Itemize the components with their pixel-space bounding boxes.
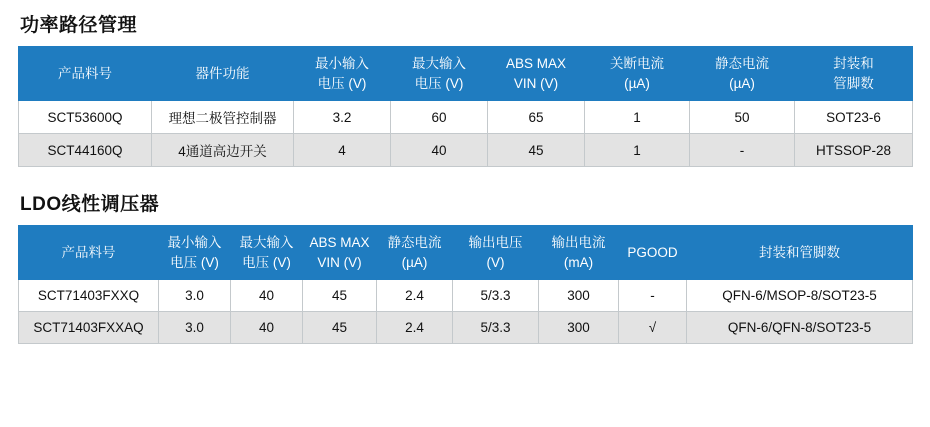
cell-quiescent-current: 2.4 [377,280,453,312]
column-header-output-voltage [453,226,539,280]
column-header-shutdown-current [585,47,690,101]
header-line: 封装和 [833,56,874,71]
cell-output-voltage: 5/3.3 [453,312,539,344]
column-header-package-pins [795,47,913,101]
header-line: 电压 (V) [414,75,464,91]
header-line: 产品料号 [58,65,112,81]
cell-output-current: 300 [539,280,619,312]
column-header-min-input-voltage [159,226,231,280]
cell-quiescent-current: - [690,134,795,167]
column-header-quiescent-current [377,226,453,280]
header-line: (µA) [401,254,428,270]
column-header-max-input-voltage [391,47,488,101]
header-line: 输出电流 [551,235,606,251]
column-header-pgood [619,226,687,280]
cell-max-input-voltage: 40 [231,280,303,312]
cell-abs-max-vin: 45 [303,280,377,312]
cell-pgood: √ [619,312,687,344]
column-header-abs-max-vin [488,47,585,101]
header-line: 最大输入 [412,56,466,71]
header-line: 静态电流 [387,235,442,251]
cell-abs-max-vin: 65 [488,101,585,134]
power-path-management-table [18,46,913,167]
table-row [19,312,913,344]
cell-part-number: SCT71403FXXQ [19,280,159,312]
header-line: 最小输入 [167,235,222,251]
page-title-power: 功率路径管理 [20,15,138,36]
cell-package-pins: QFN-6/MSOP-8/SOT23-5 [687,280,913,312]
header-line: (µA) [624,75,650,91]
cell-quiescent-current: 50 [690,101,795,134]
table-body [19,101,913,167]
cell-package-pins: SOT23-6 [795,101,913,134]
column-header-package-pins [687,226,913,280]
cell-shutdown-current: 1 [585,134,690,167]
header-line: 电压 (V) [170,254,219,270]
cell-max-input-voltage: 60 [391,101,488,134]
cell-pgood: - [619,280,687,312]
cell-package-pins: QFN-6/QFN-8/SOT23-5 [687,312,913,344]
column-header-abs-max-vin [303,226,377,280]
cell-function: 理想二极管控制器 [152,101,294,134]
header-line: (V) [486,254,505,270]
header-line: 最大输入 [239,235,294,251]
header-line: ABS MAX [505,56,567,71]
cell-abs-max-vin: 45 [303,312,377,344]
cell-min-input-voltage: 3.2 [294,101,391,134]
table-row [19,101,913,134]
header-line: 器件功能 [195,65,250,81]
cell-part-number: SCT53600Q [19,101,152,134]
table-body [19,280,913,344]
header-line: 最小输入 [315,56,369,71]
table-row [19,280,913,312]
page-title-ldo: LDO线性调压器 [20,194,160,216]
header-line: 静态电流 [715,56,769,71]
cell-part-number: SCT71403FXXAQ [19,312,159,344]
cell-part-number: SCT44160Q [19,134,152,167]
cell-abs-max-vin: 45 [488,134,585,167]
column-header-part-number [19,226,159,280]
cell-min-input-voltage: 3.0 [159,280,231,312]
header-line: 关断电流 [610,56,664,71]
table-row [19,134,913,167]
cell-package-pins: HTSSOP-28 [795,134,913,167]
header-line: 电压 (V) [317,75,367,91]
header-line: (mA) [563,254,594,270]
table-header [19,47,913,101]
cell-shutdown-current: 1 [585,101,690,134]
cell-function: 4通道高边开关 [152,134,294,167]
header-line: 产品料号 [61,244,116,260]
cell-output-current: 300 [539,312,619,344]
header-line: 封装和管脚数 [759,244,840,260]
column-header-min-input-voltage [294,47,391,101]
column-header-part-number [19,47,152,101]
header-line: PGOOD [627,244,678,260]
table-header-row [19,47,913,101]
column-header-function [152,47,294,101]
header-line: ABS MAX [309,235,370,251]
cell-max-input-voltage: 40 [231,312,303,344]
table-header-row [19,226,913,280]
column-header-output-current [539,226,619,280]
column-header-max-input-voltage [231,226,303,280]
header-line: 电压 (V) [242,254,291,270]
header-line: VIN (V) [513,75,559,91]
cell-quiescent-current: 2.4 [377,312,453,344]
table-header [19,226,913,280]
cell-output-voltage: 5/3.3 [453,280,539,312]
column-header-quiescent-current [690,47,795,101]
ldo-regulator-table [18,225,913,344]
header-line: 管脚数 [833,75,874,91]
cell-min-input-voltage: 4 [294,134,391,167]
cell-max-input-voltage: 40 [391,134,488,167]
cell-min-input-voltage: 3.0 [159,312,231,344]
header-line: (µA) [729,75,755,91]
header-line: 输出电压 [468,235,523,251]
header-line: VIN (V) [317,254,362,270]
